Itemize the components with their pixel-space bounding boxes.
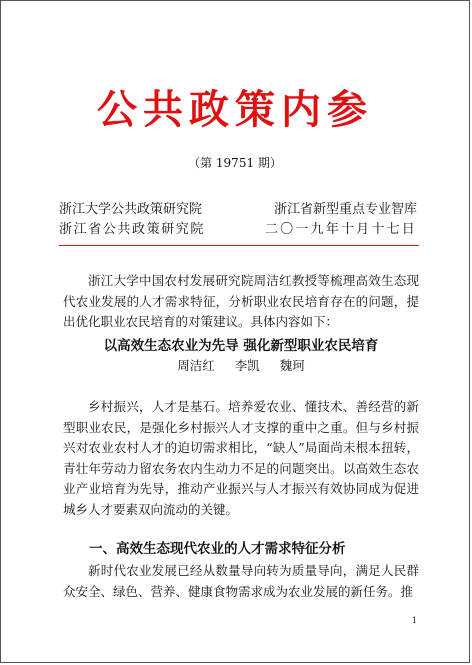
- issue-number: （第 19751 期）: [188, 156, 282, 170]
- section-heading-1: 一、高效生态现代农业的人才需求特征分析: [89, 541, 346, 557]
- article-title: 以高效生态农业为先导 强化新型职业农民培育: [103, 338, 379, 354]
- author-line: [63, 357, 419, 375]
- author-name: 魏珂: [279, 358, 305, 373]
- author-name: 周洁红: [177, 358, 215, 373]
- author-name: 李凯: [234, 358, 260, 373]
- page-number: 1: [411, 616, 417, 625]
- think-tank-label: 浙江省新型重点专业智库: [273, 202, 417, 217]
- header-row-1: [59, 201, 417, 219]
- header-row-2: [59, 221, 417, 239]
- masthead-title: 公共政策内参: [97, 86, 373, 133]
- body-paragraph-2: 新时代农业发展已经从数量导向转为质量导向，满足人民群众安全、绿色、营养、健康食物需求成为农业发展的新任务。推: [63, 563, 419, 599]
- publisher-1: 浙江大学公共政策研究院: [59, 202, 203, 217]
- publish-date: 二〇一九年十月十七日: [264, 222, 417, 237]
- body-paragraph-1: 乡村振兴，人才是基石。培养爱农业、懂技术、善经营的新型职业农民，是强化乡村振兴人才支撑的重中之重。但与乡村振兴对农业农村人才的迫切需求相比，“缺人”局面尚未根本扭转，青壮年劳动力留农务农内生动力不足的问题突出。以高效生态农业产业培育为先导，推动产业振兴与人才振兴有效协同成为促进城乡人才要素双向流动的关键。: [63, 399, 419, 517]
- publisher-2: 浙江省公共政策研究院: [59, 222, 206, 237]
- intro-paragraph: 浙江大学中国农村发展研究院周洁红教授等梳理高效生态现代农业发展的人才需求特征，分析职业农民培育存在的问题，提出优化职业农民培育的对策建议。具体内容如下：: [63, 273, 419, 329]
- header-divider: [59, 245, 419, 246]
